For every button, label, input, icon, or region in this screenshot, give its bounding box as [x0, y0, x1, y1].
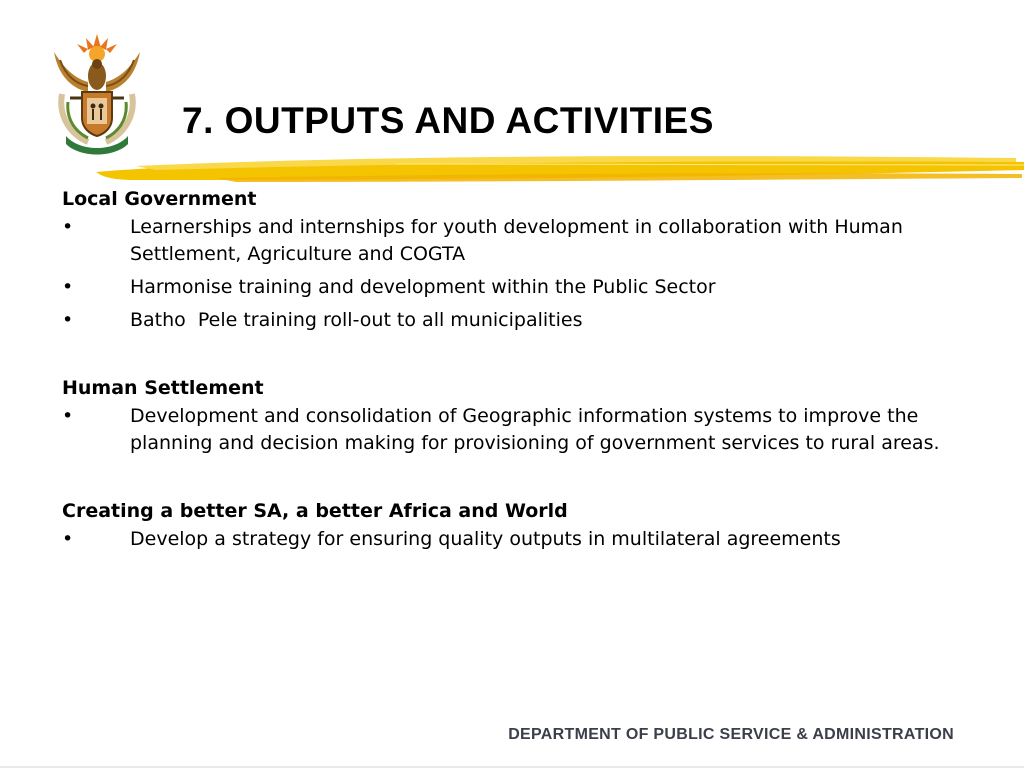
slide-content: [62, 184, 972, 559]
bullet-text: Develop a strategy for ensuring quality outputs in multilateral agreements: [130, 528, 841, 550]
bullet-dot: •: [62, 216, 74, 238]
bullet-item: [62, 274, 972, 301]
section-heading: Local Government: [62, 188, 257, 210]
section-spacer: [62, 463, 972, 496]
bullet-item: [62, 403, 972, 457]
section-local-government: [62, 184, 972, 334]
section-human-settlement: [62, 373, 972, 457]
bullet-text: Batho Pele training roll-out to all municipalities: [130, 309, 583, 331]
bullet-text: Development and consolidation of Geographic information systems to improve the planning and decision making for provisioning of government services to rural areas.: [130, 405, 940, 454]
coat-of-arms-icon: [48, 30, 146, 158]
bullet-text: Learnerships and internships for youth development in collaboration with Human Settlement, Agriculture and COGTA: [130, 216, 903, 265]
section-spacer: [62, 340, 972, 373]
bullet-dot: •: [62, 276, 74, 298]
section-heading: Creating a better SA, a better Africa and World: [62, 500, 568, 522]
bullet-dot: •: [62, 309, 74, 331]
bullet-text: Harmonise training and development within the Public Sector: [130, 276, 716, 298]
bullet-dot: •: [62, 528, 74, 550]
section-better-sa: [62, 496, 972, 553]
page-title: 7. OUTPUTS AND ACTIVITIES: [182, 100, 714, 141]
bullet-item: [62, 307, 972, 334]
bullet-dot: •: [62, 405, 74, 427]
bullet-item: [62, 526, 972, 553]
section-heading: Human Settlement: [62, 377, 264, 399]
bullet-item: [62, 214, 972, 268]
footer-department: DEPARTMENT OF PUBLIC SERVICE & ADMINISTRATION: [508, 726, 954, 743]
